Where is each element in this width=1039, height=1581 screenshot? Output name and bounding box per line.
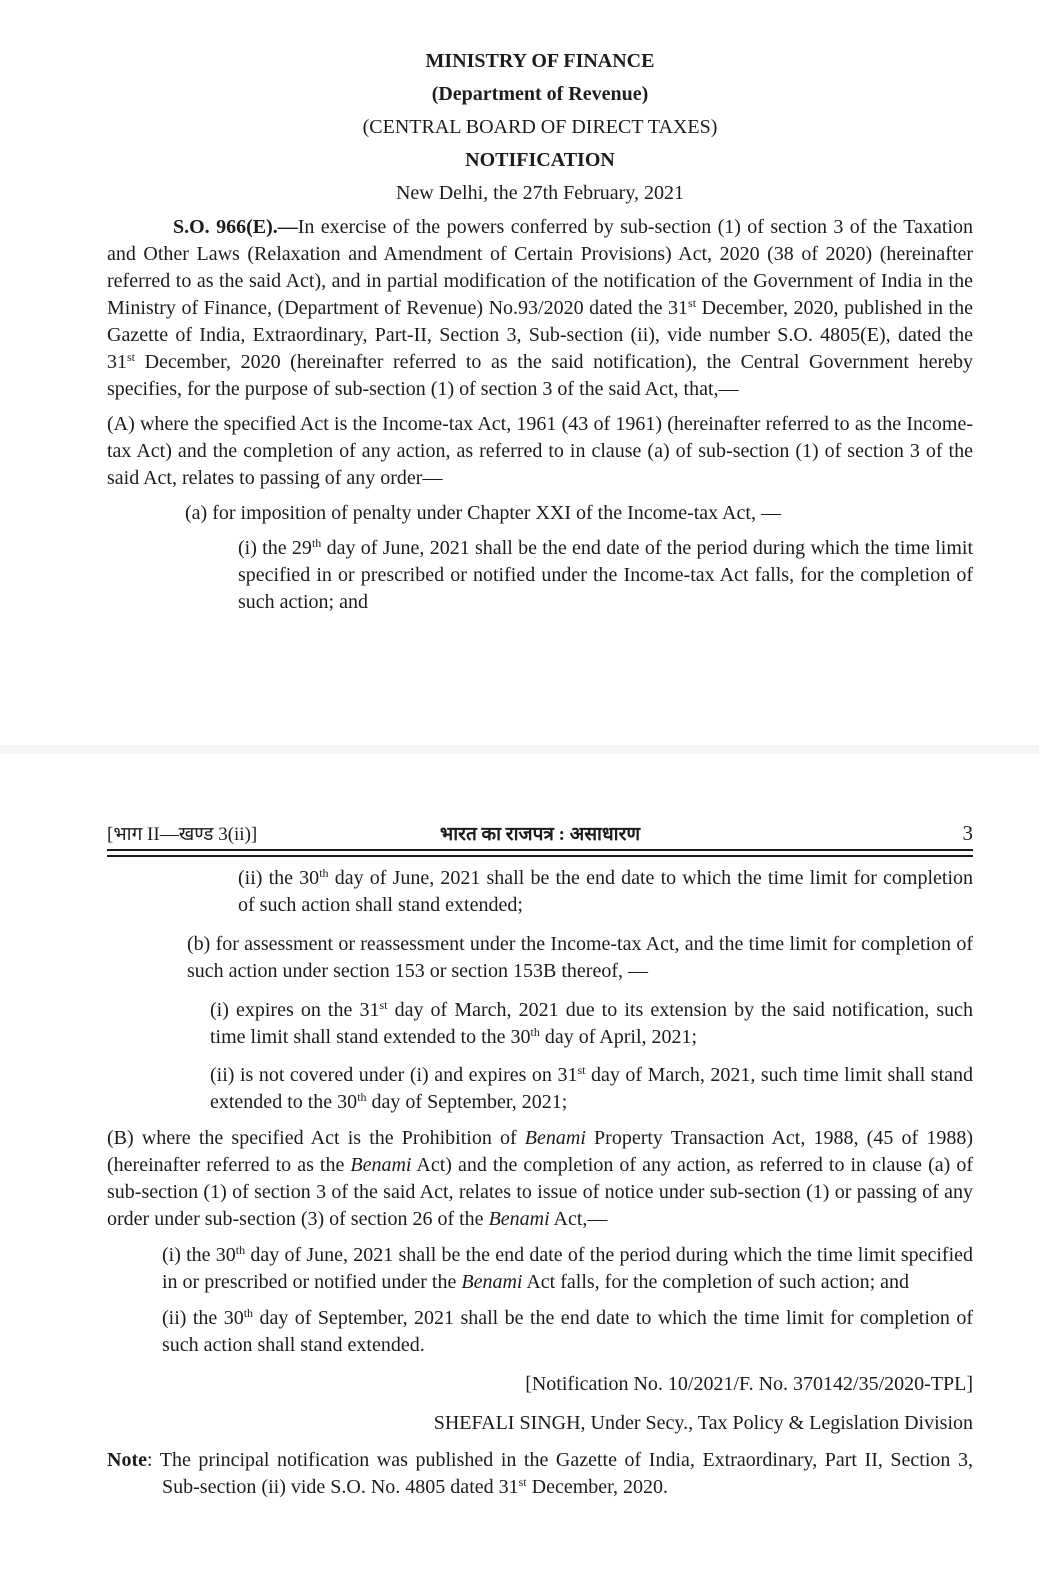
document-header xyxy=(107,45,973,210)
notification-heading: NOTIFICATION xyxy=(465,149,615,171)
page-bottom-whitespace xyxy=(107,628,973,745)
para-so-966e: S.O. 966(E).—In exercise of the powers conferred by sub-section (1) of section 3 of the Taxation and Other Laws (Relaxation and Amendment of Certain Provisions) Act, 2020 (38 of 2020) (hereinafter referred to as the said Act), and in partial modification of the notification of the Government of India in the Ministry of Finance, (Department of Revenue) No.93/2020 dated the 31st December, 2020, published in the Gazette of India, Extraordinary, Part-II, Section 3, Sub-section (ii), vide number S.O. 4805(E), dated the 31st December, 2020 (hereinafter referred to as the said notification), the Central Government hereby specifies, for the purpose of sub-section (1) of section 3 of the said Act, that,— xyxy=(107,216,973,400)
ministry-title: MINISTRY OF FINANCE xyxy=(425,50,655,72)
para-clause-A: (A) where the specified Act is the Income-tax Act, 1961 (43 of 1961) (hereinafter referred to as the Income-tax Act) and the completion of any action, as referred to in clause (a) of sub-section (1) of section 3 of the said Act, relates to passing of any order— xyxy=(107,413,973,489)
department-subtitle: (Department of Revenue) xyxy=(431,83,649,105)
notification-number-line: [Notification No. 10/2021/F. No. 370142/35/2020-TPL] xyxy=(525,1373,973,1395)
para-clause-a-ii: (ii) the 30th day of June, 2021 shall be the end date to which the time limit for completion of such action shall stand extended; xyxy=(238,866,973,916)
board-subtitle: (CENTRAL BOARD OF DIRECT TAXES) xyxy=(362,116,718,138)
signatory-line: SHEFALI SINGH, Under Secy., Tax Policy & Legislation Division xyxy=(433,1412,973,1434)
page-separator-band xyxy=(0,745,1039,754)
gazette-title: भारत का राजपत्र : असाधारण xyxy=(439,824,641,845)
para-clause-b-ii: (ii) is not covered under (i) and expires on 31st day of March, 2021, such time limit shall stand extended to the 30th day of September, 2021; xyxy=(210,1063,973,1113)
para-clause-B-i: (i) the 30th day of June, 2021 shall be the end date of the period during which the time limit specified in or prescribed or notified under the Benami Act falls, for the completion of such action; and xyxy=(162,1243,974,1293)
para-clause-b: (b) for assessment or reassessment under the Income-tax Act, and the time limit for completion of such action under section 153 or section 153B thereof, — xyxy=(187,933,973,982)
note-paragraph: Note: The principal notification was published in the Gazette of India, Extraordinary, Part II, Section 3, Sub-section (ii) vide S.O. No. 4805 dated 31st December, 2020. xyxy=(107,1449,973,1498)
gazette-header-rule xyxy=(107,849,973,857)
page-top-whitespace xyxy=(107,754,973,822)
dateline: New Delhi, the 27th February, 2021 xyxy=(395,182,685,204)
para-clause-a: (a) for imposition of penalty under Chapter XXI of the Income-tax Act, — xyxy=(185,502,781,524)
gazette-part-label: [भाग II—खण्ड 3(ii)] xyxy=(107,824,258,845)
para-clause-a-i: (i) the 29th day of June, 2021 shall be the end date of the period during which the time limit specified in or prescribed or notified under the Income-tax Act falls, for the completion of such action; and xyxy=(238,536,974,613)
para-clause-b-i: (i) expires on the 31st day of March, 2021 due to its extension by the said notification, such time limit shall stand extended to the 30th day of April, 2021; xyxy=(210,998,973,1048)
para-clause-B-ii: (ii) the 30th day of September, 2021 shall be the end date to which the time limit for completion of such action shall stand extended. xyxy=(162,1306,973,1356)
para-clause-B: (B) where the specified Act is the Prohibition of Benami Property Transaction Act, 1988, (45 of 1988) (hereinafter referred to as the Benami Act) and the completion of any action, as referred to in clause (a) of sub-section (1) of section 3 of the said Act, relates to issue of notice under sub-section (1) or passing of any order under sub-section (3) of section 26 of the Benami Act,— xyxy=(107,1127,973,1230)
gazette-header xyxy=(107,822,973,846)
gazette-page-number: 3 xyxy=(962,821,973,845)
